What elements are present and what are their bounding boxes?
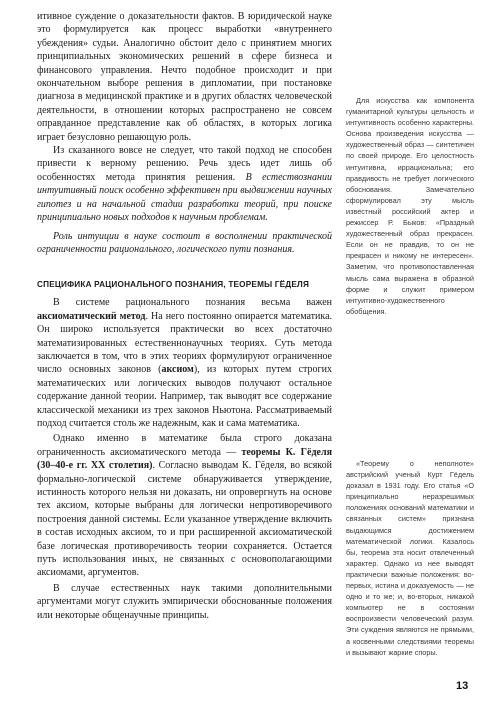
- paragraph-goedel: [37, 432, 332, 579]
- paragraph-axiomatic: [37, 296, 332, 430]
- sidebar-note-goedel: [346, 458, 474, 658]
- goedel-theorems-term: теоремы К. Гёделя (30–40-е гг. XX столетия): [37, 446, 332, 472]
- axiomatic-term: аксиоматический метод: [37, 310, 146, 322]
- section-heading: СПЕЦИФИКА РАЦИОНАЛЬНОГО ПОЗНАНИЯ, ТЕОРЕМЫ ГЁДЕЛЯ: [37, 280, 310, 290]
- paragraph-natural-sciences: В случае естественных наук такими дополнительными аргументами могут служить эмпирически обоснованные положения или некоторые общенаучные принципы.: [37, 582, 332, 621]
- sidebar-note-goedel-text: «Теорему о неполноте» австрийский ученый Курт Гёдель доказал в 1931 году. Его статья «О принципиально неразрешимых положениях оснований математики и связанных систем» признана выдающимся достижением математической логики. Казалось бы, теорема эта носит отвлеченный характер. Однако из нее выводят практически важные положения: во-первых, истина и доказуемость — не одно и то же; и, во-вторых, никакой компьютер не в состоянии воспроизвести человеческий разум. Эти суждения являются не прямыми, а косвенными следствиями теоремы и вызывают жаркие споры.: [346, 459, 474, 657]
- sidebar-note-art-text: Для искусства как компонента гуманитарной культуры цельность и интуитивность особенно характерны. Основа произведения искусства — художественный образ — синтетичен по своей природе. Его целостность интуитивна, иррациональна; его правдивость не требует логического обоснования. Замечательно сформулировал эту мысль известный российский актер и режиссер Р. Быков: «Праздный художественный образ прекрасен. Если он не правдив, то он не прекрасен и никому не интересен». Заметим, что противопоставленная мысль сама выражена в образной форме и служит примером интуитивно-художественного обобщения.: [346, 96, 474, 316]
- sidebar-note-art: [346, 95, 474, 317]
- axiomatic-text-a: В системе рационального познания весьма важен: [53, 297, 332, 309]
- goedel-text-b: . Согласно выводам К. Гёделя, во всякой формально-логической системе обнаруживается утверждение, истинность которого нельзя ни доказать, ни опровергнуть на основе тех аксиом, которые выбраны для логически непротиворечивого построения данной системы. Если указанное утверждение включить в состав исходных аксиом, то и при расширенной аксиоматической базе логическая противоречивость теории сохраняется. Остается путь использования иных, не связанных с основополагающими аксиомами, аргументов.: [37, 460, 332, 579]
- axiomatic-text-c: ), из которых путем строгих математических или логических выводов получают остальное содержание данной теории. Например, так выводят все содержание классической механики из трех законов Ньютона. Рассматриваемый подход считается столь же надежным, как и сама математика.: [37, 364, 332, 429]
- goedel-text-a: Однако именно в математике была строго доказана ограниченность аксиоматического метода —: [37, 433, 332, 458]
- axiomatic-text-b: . На него постоянно опирается математика. Он широко используется практически во всех достаточно математизированных естественнонаучных теориях. Суть метода заключается в том, что в этих теориях формулируют ограниченное число основных законов (: [37, 310, 333, 376]
- main-text-column: [37, 10, 332, 622]
- paragraph-method: [37, 144, 332, 224]
- paragraph-intro: итивное суждение о доказательности фактов. В юридической науке это формулируется как процесс выработки «внутреннего убеждения» судьи. Аналогично обстоит дело с принятием многих принципиальных экономических решений в сфере бизнеса и финансового управления. Нечто подобное происходит и при окончательном выборе решения в дипломатии, при постановке диагноза в медицинской практике и в других областях человеческой деятельности, в отношении которых распространено не совсем оправданное представление как об областях, в которых логика играет безусловно решающую роль.: [37, 11, 332, 143]
- paragraph-method-text: Из сказанного вовсе не следует, что такой подход не способен привести к верному решению. Речь здесь идет лишь об особенностях метода принятия решения.: [37, 145, 332, 183]
- paragraph-method-italic: В естествознании интуитивный поиск особенно эффективен при выдвижении научных гипотез и на начальной стадии разработки теорий, при поиске принципиально новых подходов к научным проблемам.: [37, 171, 332, 224]
- page-number: 13: [456, 680, 469, 692]
- axiom-term: аксиом: [161, 364, 194, 376]
- conclusion-statement: Роль интуиции в науке состоит в восполнении практической ограниченности рационального, логического пути познания.: [37, 230, 332, 255]
